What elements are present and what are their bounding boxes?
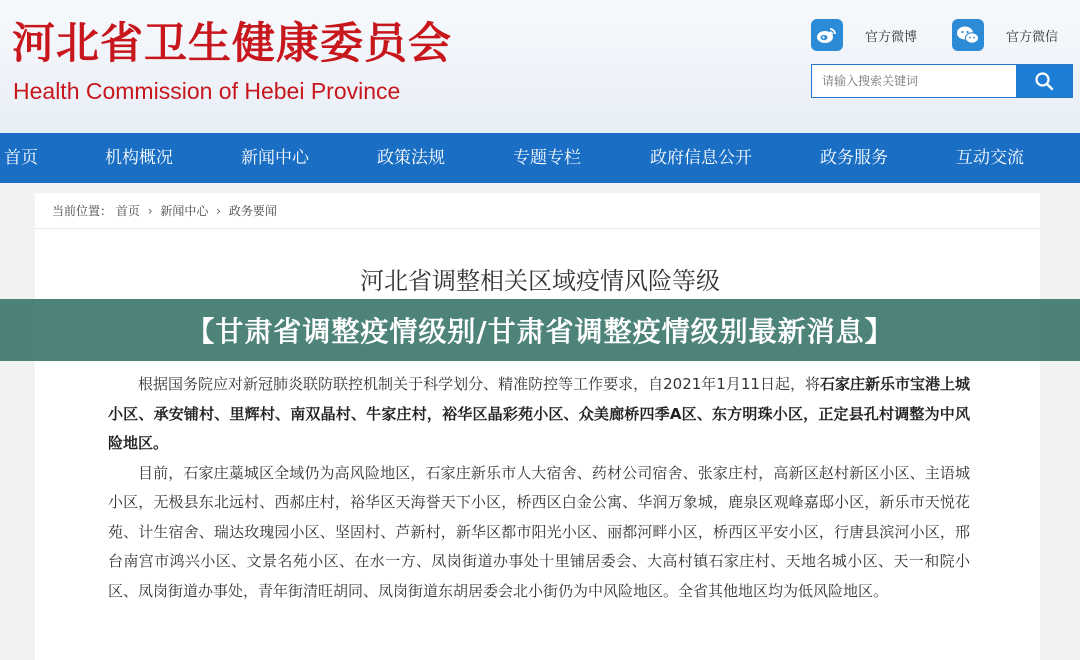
breadcrumb-prefix: 当前位置： <box>52 204 113 218</box>
main-nav <box>0 133 1080 183</box>
wechat-icon[interactable] <box>952 19 984 51</box>
article-title: 河北省调整相关区域疫情风险等级 <box>360 267 720 295</box>
banner-text: 【甘肃省调整疫情级别/甘肃省调整疫情级别最新消息】 <box>186 315 894 348</box>
nav-item-services[interactable]: 政务服务 <box>820 148 888 168</box>
weibo-label[interactable]: 官方微博 <box>865 29 918 45</box>
nav-item-topics[interactable]: 专题专栏 <box>513 148 581 168</box>
nav-item-interaction[interactable]: 互动交流 <box>956 148 1024 168</box>
search-icon <box>1034 71 1054 91</box>
breadcrumb <box>52 202 277 219</box>
weibo-link[interactable] <box>811 18 917 52</box>
breadcrumb-home[interactable]: 首页 <box>115 204 140 218</box>
article-body <box>108 370 970 606</box>
site-header <box>0 0 1080 133</box>
nav-item-about[interactable]: 机构概况 <box>105 148 173 168</box>
breadcrumb-news[interactable]: 新闻中心 <box>160 204 209 218</box>
wechat-label[interactable]: 官方微信 <box>1006 29 1059 45</box>
wechat-link[interactable] <box>952 18 1058 52</box>
nav-item-policy[interactable]: 政策法规 <box>377 148 445 168</box>
article-paragraph-1 <box>108 370 970 459</box>
breadcrumb-gov-news[interactable]: 政务要闻 <box>228 204 277 218</box>
article-paragraph-2: 目前，石家庄藁城区全域仍为高风险地区，石家庄新乐市人大宿舍、药材公司宿舍、张家庄村，高新区赵村新区小区、主语城小区，无极县东北远村、西郝庄村，裕华区天海誉天下小区，桥西区白金公寓、华润万象城，鹿泉区观峰嘉邸小区，新乐市天悦花苑、计生宿舍、瑞达玫瑰园小区、坚固村、芦新村，新华区都市阳光小区、丽都河畔小区，桥西区平安小区，行唐县滨河小区，邢台南宫市鸿兴小区、文景名苑小区、在水一方、凤岗街道办事处十里铺居委会、大高村镇石家庄村、天地名城小区、天一和院小区、凤岗街道办事处，青年街清旺胡同、凤岗街道东胡居委会北小街仍为中风险地区。全省其他地区均为低风险地区。 <box>108 463 970 600</box>
overlay-banner <box>0 299 1080 361</box>
site-title-en: Health Commission of Hebei Province <box>13 78 401 104</box>
site-title-cn[interactable]: 河北省卫生健康委员会 <box>12 19 452 69</box>
nav-item-home[interactable]: 首页 <box>4 148 38 168</box>
breadcrumb-separator: › <box>147 204 153 218</box>
weibo-icon[interactable] <box>811 19 843 51</box>
search-box <box>811 64 1073 98</box>
breadcrumb-divider <box>35 228 1040 229</box>
search-input[interactable] <box>812 65 1016 97</box>
nav-item-news[interactable]: 新闻中心 <box>241 148 309 168</box>
breadcrumb-separator: › <box>216 204 221 218</box>
search-button[interactable] <box>1016 65 1072 97</box>
paragraph-1-text: 根据国务院应对新冠肺炎联防联控机制关于科学划分、精准防控等工作要求，自2021年1月11日起，将 <box>138 375 820 393</box>
paragraph-1-bold-text: 石家庄新乐市宝港上城小区、承安铺村、里辉村、南双晶村、牛家庄村，裕华区晶彩苑小区、众美廊桥四季A区、东方明珠小区，正定县孔村调整为中风险地区。 <box>108 375 970 452</box>
nav-item-gov-info[interactable]: 政府信息公开 <box>650 148 752 168</box>
